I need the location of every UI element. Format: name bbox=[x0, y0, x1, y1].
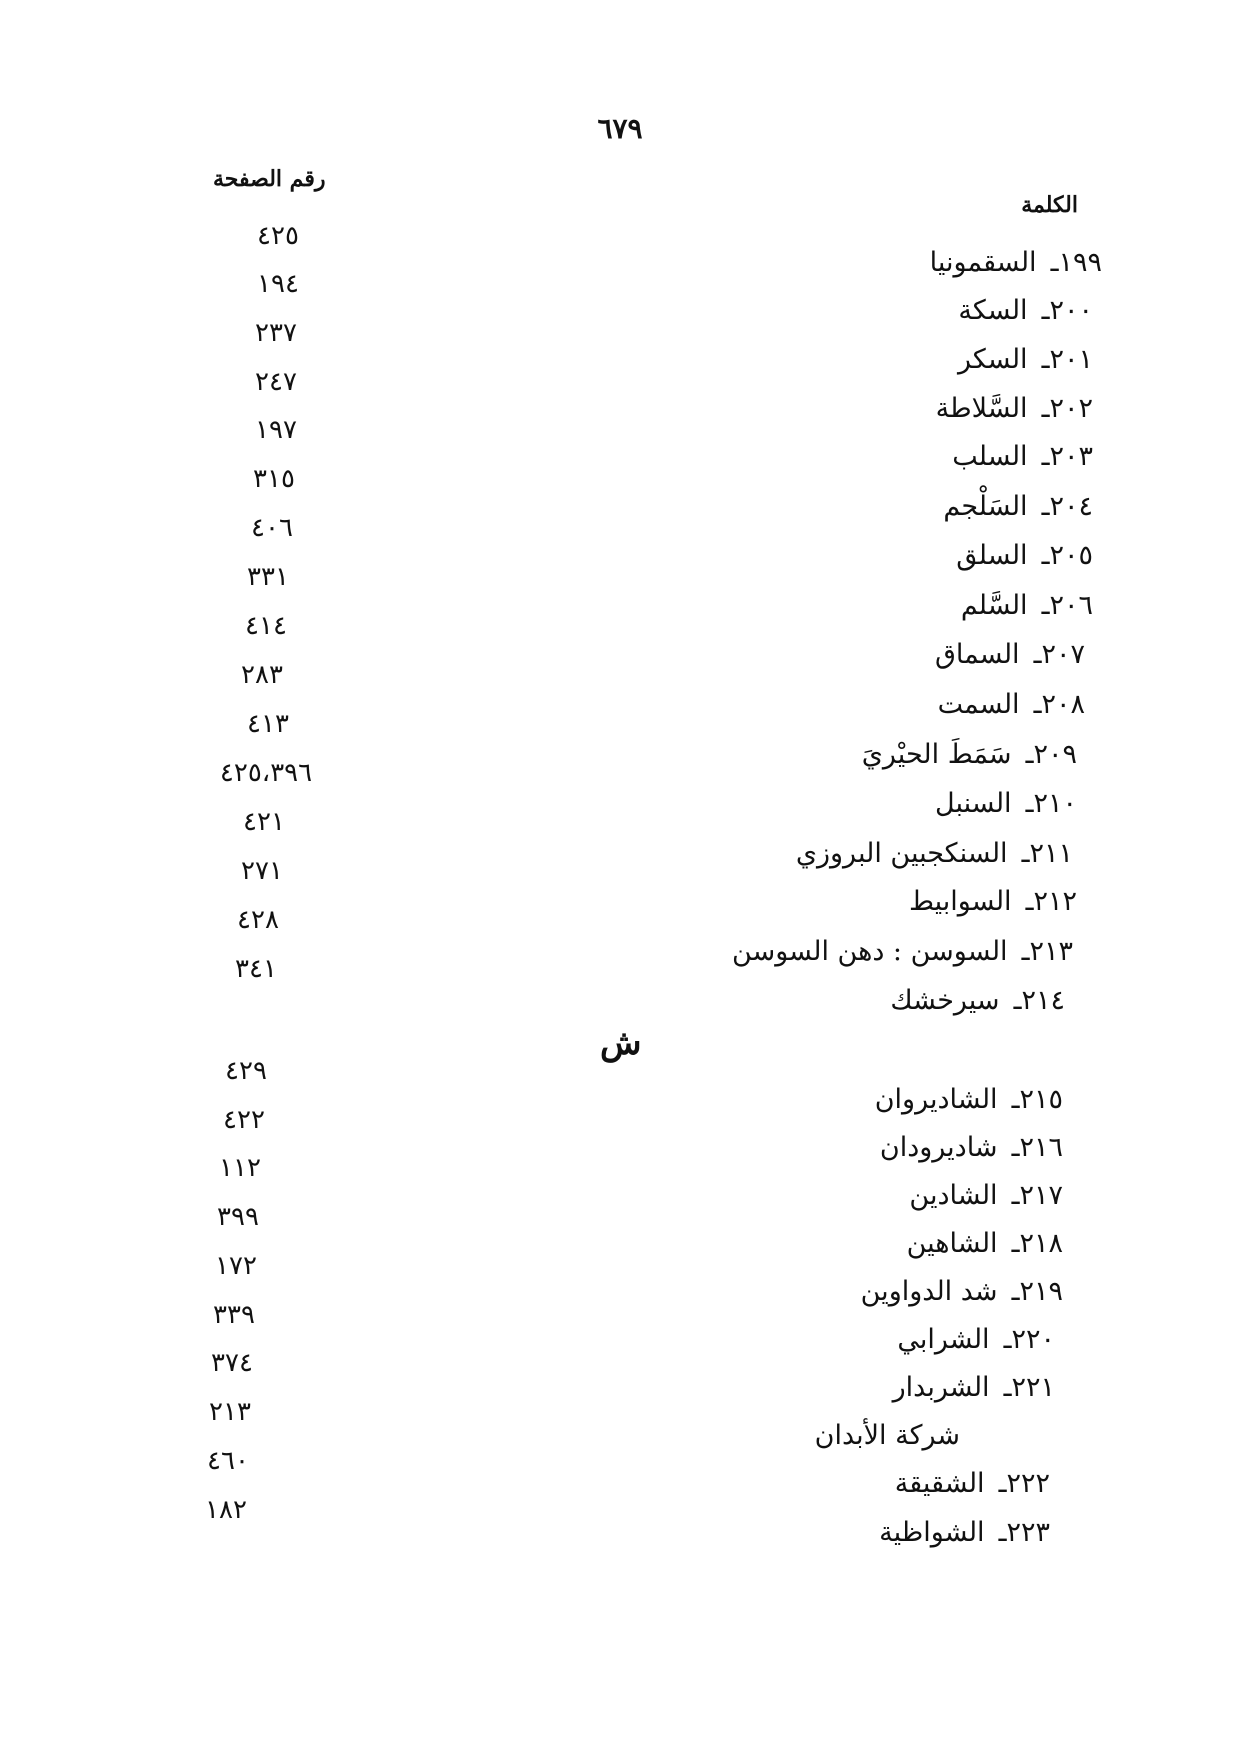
index-entry bbox=[909, 884, 1077, 920]
index-entry bbox=[862, 737, 1077, 773]
entry-page-number: ٤٢١ bbox=[243, 807, 285, 837]
entry-number: ٢٠٤ـ bbox=[1041, 491, 1093, 522]
entry-page-number: ٣١٥ bbox=[253, 464, 295, 494]
entry-number: ٢١١ـ bbox=[1021, 838, 1073, 869]
index-entry bbox=[879, 1515, 1050, 1551]
entry-number: ٢١٧ـ bbox=[1011, 1180, 1063, 1211]
entry-number: ٢١٣ـ bbox=[1021, 936, 1073, 967]
entry-number: ٢٠٣ـ bbox=[1041, 441, 1093, 472]
entry-number: ٢١٨ـ bbox=[1011, 1228, 1063, 1259]
entry-page-number: ٣٧٤ bbox=[211, 1348, 253, 1378]
index-entry bbox=[875, 1082, 1063, 1118]
page-number: ٦٧٩ bbox=[597, 112, 643, 145]
page-column-header: رقم الصفحة bbox=[213, 166, 326, 192]
entry-word: الشواظية bbox=[879, 1517, 985, 1548]
entry-word: السنكجبين البروزي bbox=[795, 838, 1008, 869]
entry-number: ٢٠١ـ bbox=[1041, 344, 1093, 375]
entry-number: ٢١٥ـ bbox=[1011, 1084, 1063, 1115]
index-entry bbox=[897, 1322, 1055, 1358]
entry-page-number: ١٩٤ bbox=[257, 269, 299, 299]
entry-number: ٢١٤ـ bbox=[1013, 985, 1065, 1016]
entry-word: السَلْجم bbox=[943, 491, 1028, 522]
entry-page-number: ٤٢٥ bbox=[257, 221, 299, 251]
index-entry bbox=[895, 1466, 1050, 1502]
entry-page-number: ٤٢٨ bbox=[237, 905, 279, 935]
entry-word: الشاهين bbox=[906, 1228, 998, 1259]
entry-page-number: ٣٣٩ bbox=[213, 1300, 255, 1330]
entry-word: السلق bbox=[956, 540, 1028, 571]
entry-word: سَمَطَ الحيْريَ bbox=[861, 739, 1012, 770]
entry-number: ٢١٦ـ bbox=[1011, 1132, 1063, 1163]
entry-number: ٢١٢ـ bbox=[1025, 886, 1077, 917]
index-entry bbox=[815, 1418, 960, 1454]
entry-word: السمت bbox=[937, 689, 1020, 720]
entry-word: سيرخشك bbox=[890, 985, 1000, 1016]
entry-page-number: ١٨٢ bbox=[205, 1495, 247, 1525]
entry-word: السماق bbox=[934, 639, 1020, 670]
entry-word: السكة bbox=[958, 295, 1028, 326]
index-entry bbox=[938, 687, 1085, 723]
entry-word: السَّلاطة bbox=[935, 393, 1028, 424]
section-letter: ش bbox=[600, 1023, 642, 1063]
entry-word: السَّلم bbox=[960, 590, 1028, 621]
entry-number: ٢٠٧ـ bbox=[1033, 639, 1085, 670]
entry-number: ١٩٩ـ bbox=[1050, 247, 1102, 278]
entry-page-number: ٢٣٧ bbox=[255, 318, 297, 348]
entry-word: الشادين bbox=[909, 1180, 998, 1211]
index-entry bbox=[956, 538, 1093, 574]
index-entry bbox=[796, 836, 1073, 872]
index-entry bbox=[952, 439, 1093, 475]
entry-number: ٢١٩ـ bbox=[1011, 1276, 1063, 1307]
entry-number: ٢١٠ـ bbox=[1025, 788, 1077, 819]
entry-page-number: ٤١٤ bbox=[245, 611, 287, 641]
entry-number: ٢٢٠ـ bbox=[1003, 1324, 1055, 1355]
index-entry bbox=[935, 637, 1085, 673]
entry-number: ٢٢٢ـ bbox=[998, 1468, 1050, 1499]
entry-word: السقمونيا bbox=[929, 247, 1037, 278]
entry-number: ٢٠٥ـ bbox=[1041, 540, 1093, 571]
entry-page-number: ٤٦٠ bbox=[207, 1446, 249, 1476]
entry-word: السلب bbox=[952, 441, 1028, 472]
entry-page-number: ٤٢٢ bbox=[223, 1105, 265, 1135]
entry-word: الشاديروان bbox=[874, 1084, 998, 1115]
entry-number: ٢٠٨ـ bbox=[1033, 689, 1085, 720]
entry-word: شد الدواوين bbox=[860, 1276, 998, 1307]
index-entry bbox=[958, 293, 1093, 329]
entry-word: شاديرودان bbox=[879, 1132, 998, 1163]
index-entry bbox=[893, 1370, 1055, 1406]
entry-page-number: ٢٤٧ bbox=[255, 367, 297, 397]
entry-page-number: ٢٨٣ bbox=[241, 660, 283, 690]
index-entry bbox=[890, 983, 1065, 1019]
word-column-header: الكلمة bbox=[1021, 192, 1078, 218]
entry-page-number: ٤٢٥،٣٩٦ bbox=[219, 758, 313, 788]
index-entry bbox=[732, 934, 1073, 970]
entry-page-number: ١٧٢ bbox=[215, 1251, 257, 1281]
entry-page-number: ٣٣١ bbox=[247, 562, 289, 592]
index-entry bbox=[880, 1130, 1063, 1166]
entry-page-number: ٢١٣ bbox=[209, 1397, 251, 1427]
entry-page-number: ٣٩٩ bbox=[217, 1202, 259, 1232]
entry-word: السنبل bbox=[935, 788, 1012, 819]
index-entry bbox=[961, 588, 1093, 624]
entry-page-number: ٢٧١ bbox=[241, 856, 283, 886]
index-entry bbox=[861, 1274, 1063, 1310]
index-entry bbox=[936, 391, 1093, 427]
entry-number: ٢٠٢ـ bbox=[1041, 393, 1093, 424]
entry-number: ٢٠٩ـ bbox=[1025, 739, 1077, 770]
entry-word: شركة الأبدان bbox=[814, 1420, 960, 1451]
entry-number: ٢٠٦ـ bbox=[1041, 590, 1093, 621]
entry-word: السكر bbox=[957, 344, 1028, 375]
entry-word: السوابيط bbox=[909, 886, 1012, 917]
entry-page-number: ٣٤١ bbox=[235, 954, 277, 984]
entry-word: السوسن : دهن السوسن bbox=[732, 936, 1008, 967]
index-entry bbox=[907, 1226, 1063, 1262]
entry-page-number: ٤٢٩ bbox=[225, 1056, 267, 1086]
entry-number: ٢٢١ـ bbox=[1003, 1372, 1055, 1403]
entry-page-number: ٤٠٦ bbox=[251, 513, 293, 543]
entry-word: الشقيقة bbox=[894, 1468, 985, 1499]
entry-number: ٢٢٣ـ bbox=[998, 1517, 1050, 1548]
entry-number: ٢٠٠ـ bbox=[1041, 295, 1093, 326]
index-entry bbox=[909, 1178, 1063, 1214]
index-entry bbox=[958, 342, 1093, 378]
entry-word: الشربدار bbox=[892, 1372, 990, 1403]
entry-page-number: ١١٢ bbox=[219, 1153, 261, 1183]
index-entry bbox=[935, 786, 1077, 822]
entry-word: الشرابي bbox=[897, 1324, 990, 1355]
entry-page-number: ١٩٧ bbox=[255, 415, 297, 445]
index-entry bbox=[943, 489, 1093, 525]
index-entry bbox=[930, 245, 1102, 281]
entry-page-number: ٤١٣ bbox=[247, 709, 289, 739]
